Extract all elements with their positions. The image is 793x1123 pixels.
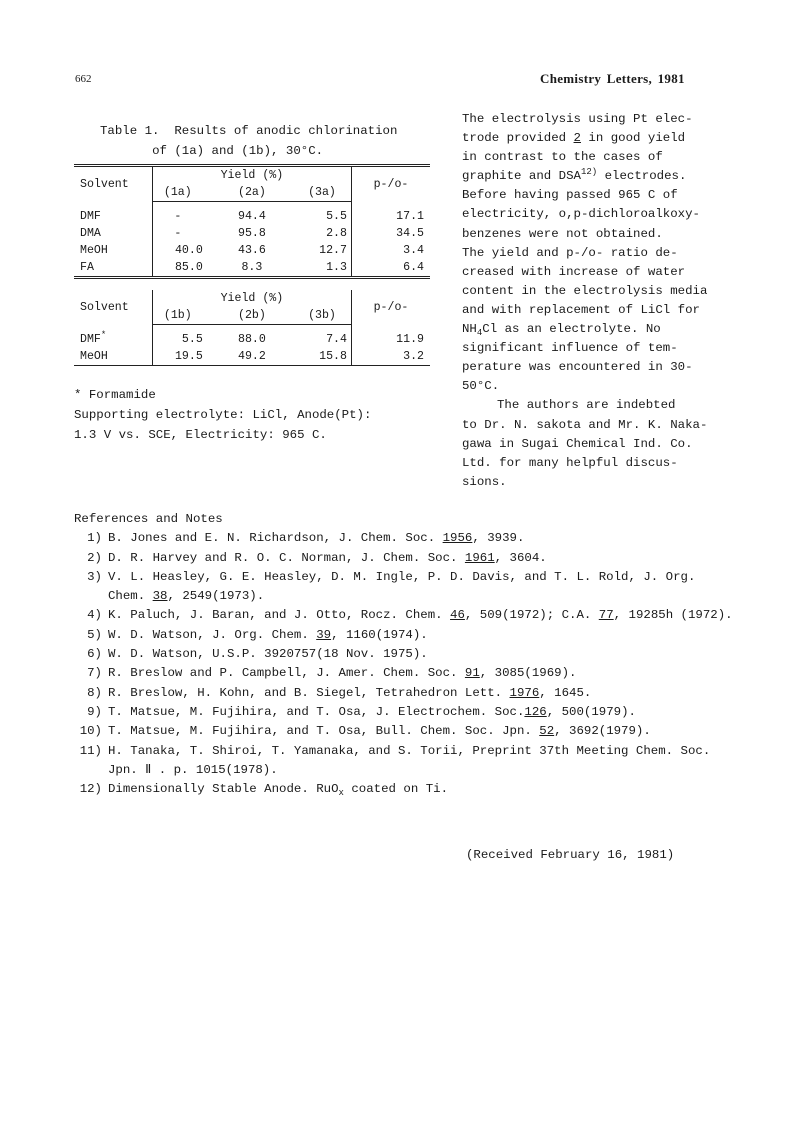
body-text <box>462 110 722 492</box>
body-line <box>462 320 722 339</box>
ratio-header: p-/o- <box>351 290 430 325</box>
col-header: (3a) <box>297 184 351 202</box>
value-cell: 43.6 <box>237 244 266 257</box>
body-fragment: electrodes. <box>597 169 687 184</box>
value-cell: 95.8 <box>237 227 266 240</box>
body-fragment: NH <box>462 322 477 337</box>
reference-item <box>74 645 734 664</box>
col-header: (1b) <box>152 307 206 325</box>
value-cell: 1.3 <box>326 261 347 274</box>
received-date: (Received February 16, 1981) <box>466 848 675 862</box>
reference-number: 7) <box>87 666 102 681</box>
solvent-cell: MeOH <box>80 244 108 257</box>
reference-item <box>74 529 734 548</box>
value-cell: 40.0 <box>152 242 206 259</box>
reference-text: B. Jones and E. N. Richardson, J. Chem. Soc. 1956, 3939. <box>108 531 525 546</box>
body-line: and with replacement of LiCl for <box>462 302 700 317</box>
value-cell: - <box>152 202 206 226</box>
value-cell: - <box>152 225 206 242</box>
references <box>74 510 734 799</box>
acknowledgement-line: Ltd. for many helpful discus- <box>462 455 678 470</box>
solvent-cell: MeOH <box>74 348 152 366</box>
caption-line-1: Table 1. Results of anodic chlorination <box>100 124 398 138</box>
body-line: creased with increase of water <box>462 264 686 279</box>
reference-item <box>74 742 734 781</box>
table-row <box>74 325 430 349</box>
body-line: The electrolysis using Pt elec- <box>462 112 693 126</box>
acknowledgement-line: sions. <box>462 474 507 489</box>
reference-text: T. Matsue, M. Fujihira, and T. Osa, J. Electrochem. Soc.126, 500(1979). <box>108 704 636 719</box>
table-row <box>74 242 430 259</box>
reference-number: 8) <box>87 685 102 700</box>
page-number: 662 <box>75 73 92 85</box>
solvent-header: Solvent <box>80 177 129 191</box>
table-row <box>74 202 430 226</box>
body-line: significant influence of tem- <box>462 341 678 356</box>
ratio-cell: 34.5 <box>351 225 430 242</box>
results-table-2 <box>74 290 430 366</box>
reference-number: 6) <box>87 647 102 662</box>
reference-number: 9) <box>87 704 102 719</box>
ratio-cell: 11.9 <box>351 325 430 349</box>
body-fragment: in good yield <box>580 131 686 146</box>
value-cell: 19.5 <box>152 348 206 366</box>
footnote: * Formamide <box>74 388 156 402</box>
reference-number: 5) <box>87 627 102 642</box>
solvent-cell: DMF <box>80 209 101 223</box>
table-row <box>74 348 430 366</box>
reference-item <box>74 626 734 645</box>
col-header: (1a) <box>152 184 206 202</box>
value-cell: 2.8 <box>326 227 347 240</box>
ratio-cell: 17.1 <box>351 202 430 226</box>
footnote-mark: * <box>100 329 107 340</box>
ratio-header: p-/o- <box>351 166 430 202</box>
value-cell: 7.4 <box>326 333 347 346</box>
body-line <box>462 167 722 186</box>
results-table-1 <box>74 164 430 279</box>
yield-header: Yield (%) <box>152 166 351 185</box>
value-cell: 8.3 <box>241 261 263 274</box>
reference-text: R. Breslow and P. Campbell, J. Amer. Chem. Soc. 91, 3085(1969). <box>108 666 577 681</box>
subscript: 4 <box>476 328 483 339</box>
ratio-cell: 6.4 <box>351 259 430 278</box>
body-line <box>462 129 722 148</box>
reference-text: W. D. Watson, U.S.P. 3920757(18 Nov. 1975). <box>108 647 428 662</box>
reference-number: 4) <box>87 608 102 623</box>
table-notes <box>74 385 371 445</box>
solvent-name: DMF <box>80 332 101 346</box>
reference-text: T. Matsue, M. Fujihira, and T. Osa, Bull. Chem. Soc. Jpn. 52, 3692(1979). <box>108 724 651 739</box>
ratio-cell: 3.4 <box>351 242 430 259</box>
solvent-header: Solvent <box>80 300 129 314</box>
reference-item <box>74 549 734 568</box>
reference-text: H. Tanaka, T. Shiroi, T. Yamanaka, and S. Torii, Preprint 37th Meeting Chem. Soc. Jpn. Ⅱ . p. 1015(1978). <box>108 743 711 777</box>
acknowledgement-line: to Dr. N. sakota and Mr. K. Naka- <box>462 417 708 432</box>
table-row <box>74 225 430 242</box>
reference-text: V. L. Heasley, G. E. Heasley, D. M. Ingle, P. D. Davis, and T. L. Rold, J. Org. Chem. 38, 2549(1973). <box>108 569 696 604</box>
reference-number: 2) <box>87 550 102 565</box>
reference-text: R. Breslow, H. Kohn, and B. Siegel, Tetrahedron Lett. 1976, 1645. <box>108 685 592 700</box>
body-line: benzenes were not obtained. <box>462 226 663 241</box>
caption-line-2: of (1a) and (1b), 30°C. <box>152 144 324 158</box>
body-fragment: trode provided <box>462 131 574 146</box>
body-line: perature was encountered in 30- <box>462 360 693 375</box>
value-cell: 12.7 <box>319 244 347 257</box>
solvent-cell: FA <box>80 261 94 274</box>
reference-number: 3) <box>87 569 102 584</box>
table-caption <box>100 121 397 161</box>
compound-number: 2 <box>573 131 581 146</box>
reference-item <box>74 568 734 607</box>
solvent-cell <box>74 325 152 349</box>
table-row <box>74 259 430 278</box>
acknowledgement-line: The authors are indebted <box>497 398 676 413</box>
journal-header: Chemistry Letters, 1981 <box>540 71 685 86</box>
solvent-cell: DMA <box>80 227 101 240</box>
body-fragment: Cl as an electrolyte. No <box>482 322 661 337</box>
reference-text: K. Paluch, J. Baran, and J. Otto, Rocz. Chem. 46, 509(1972); C.A. 77, 19285h (1972). <box>108 608 733 623</box>
reference-item <box>74 703 734 722</box>
reference-text: Dimensionally Stable Anode. RuO$_x$ coated on Ti. <box>108 782 449 799</box>
references-title: References and Notes <box>74 512 223 526</box>
ratio-cell: 3.2 <box>351 348 430 366</box>
body-line: in contrast to the cases of <box>462 150 663 165</box>
reference-item <box>74 780 734 799</box>
reference-text: D. R. Harvey and R. O. C. Norman, J. Chem. Soc. 1961, 3604. <box>108 550 547 565</box>
reference-number: 1) <box>87 531 102 546</box>
col-header: (3b) <box>297 307 351 325</box>
body-fragment: graphite and DSA <box>462 169 581 184</box>
body-line: electricity, o,p-dichloroalkoxy- <box>462 207 700 222</box>
col-header: (2a) <box>207 184 297 202</box>
reference-item <box>74 606 734 625</box>
reference-number: 12) <box>79 782 102 797</box>
reference-item <box>74 684 734 703</box>
value-cell: 5.5 <box>152 325 206 349</box>
body-line: The yield and p-/o- ratio de- <box>462 245 678 260</box>
reference-item <box>74 722 734 741</box>
col-header: (2b) <box>207 307 297 325</box>
reference-text: W. D. Watson, J. Org. Chem. 39, 1160(1974). <box>108 627 428 642</box>
body-line: 50°C. <box>462 379 500 394</box>
value-cell: 88.0 <box>237 333 266 346</box>
acknowledgement-line: gawa in Sugai Chemical Ind. Co. <box>462 436 693 451</box>
reference-number: 10) <box>79 724 102 739</box>
reference-number: 11) <box>79 743 102 758</box>
value-cell: 85.0 <box>152 259 206 278</box>
yield-header: Yield (%) <box>152 290 351 307</box>
value-cell: 5.5 <box>326 210 347 223</box>
body-line: content in the electrolysis media <box>462 283 708 298</box>
reference-item <box>74 664 734 683</box>
value-cell: 49.2 <box>207 348 297 366</box>
value-cell: 94.4 <box>237 210 266 223</box>
value-cell: 15.8 <box>297 348 351 366</box>
electricity-note: 1.3 V vs. SCE, Electricity: 965 C. <box>74 428 327 442</box>
body-line: Before having passed 965 C of <box>462 188 678 203</box>
supporting-electrolyte: Supporting electrolyte: LiCl, Anode(Pt): <box>74 408 372 422</box>
citation-sup: 12) <box>580 167 598 178</box>
